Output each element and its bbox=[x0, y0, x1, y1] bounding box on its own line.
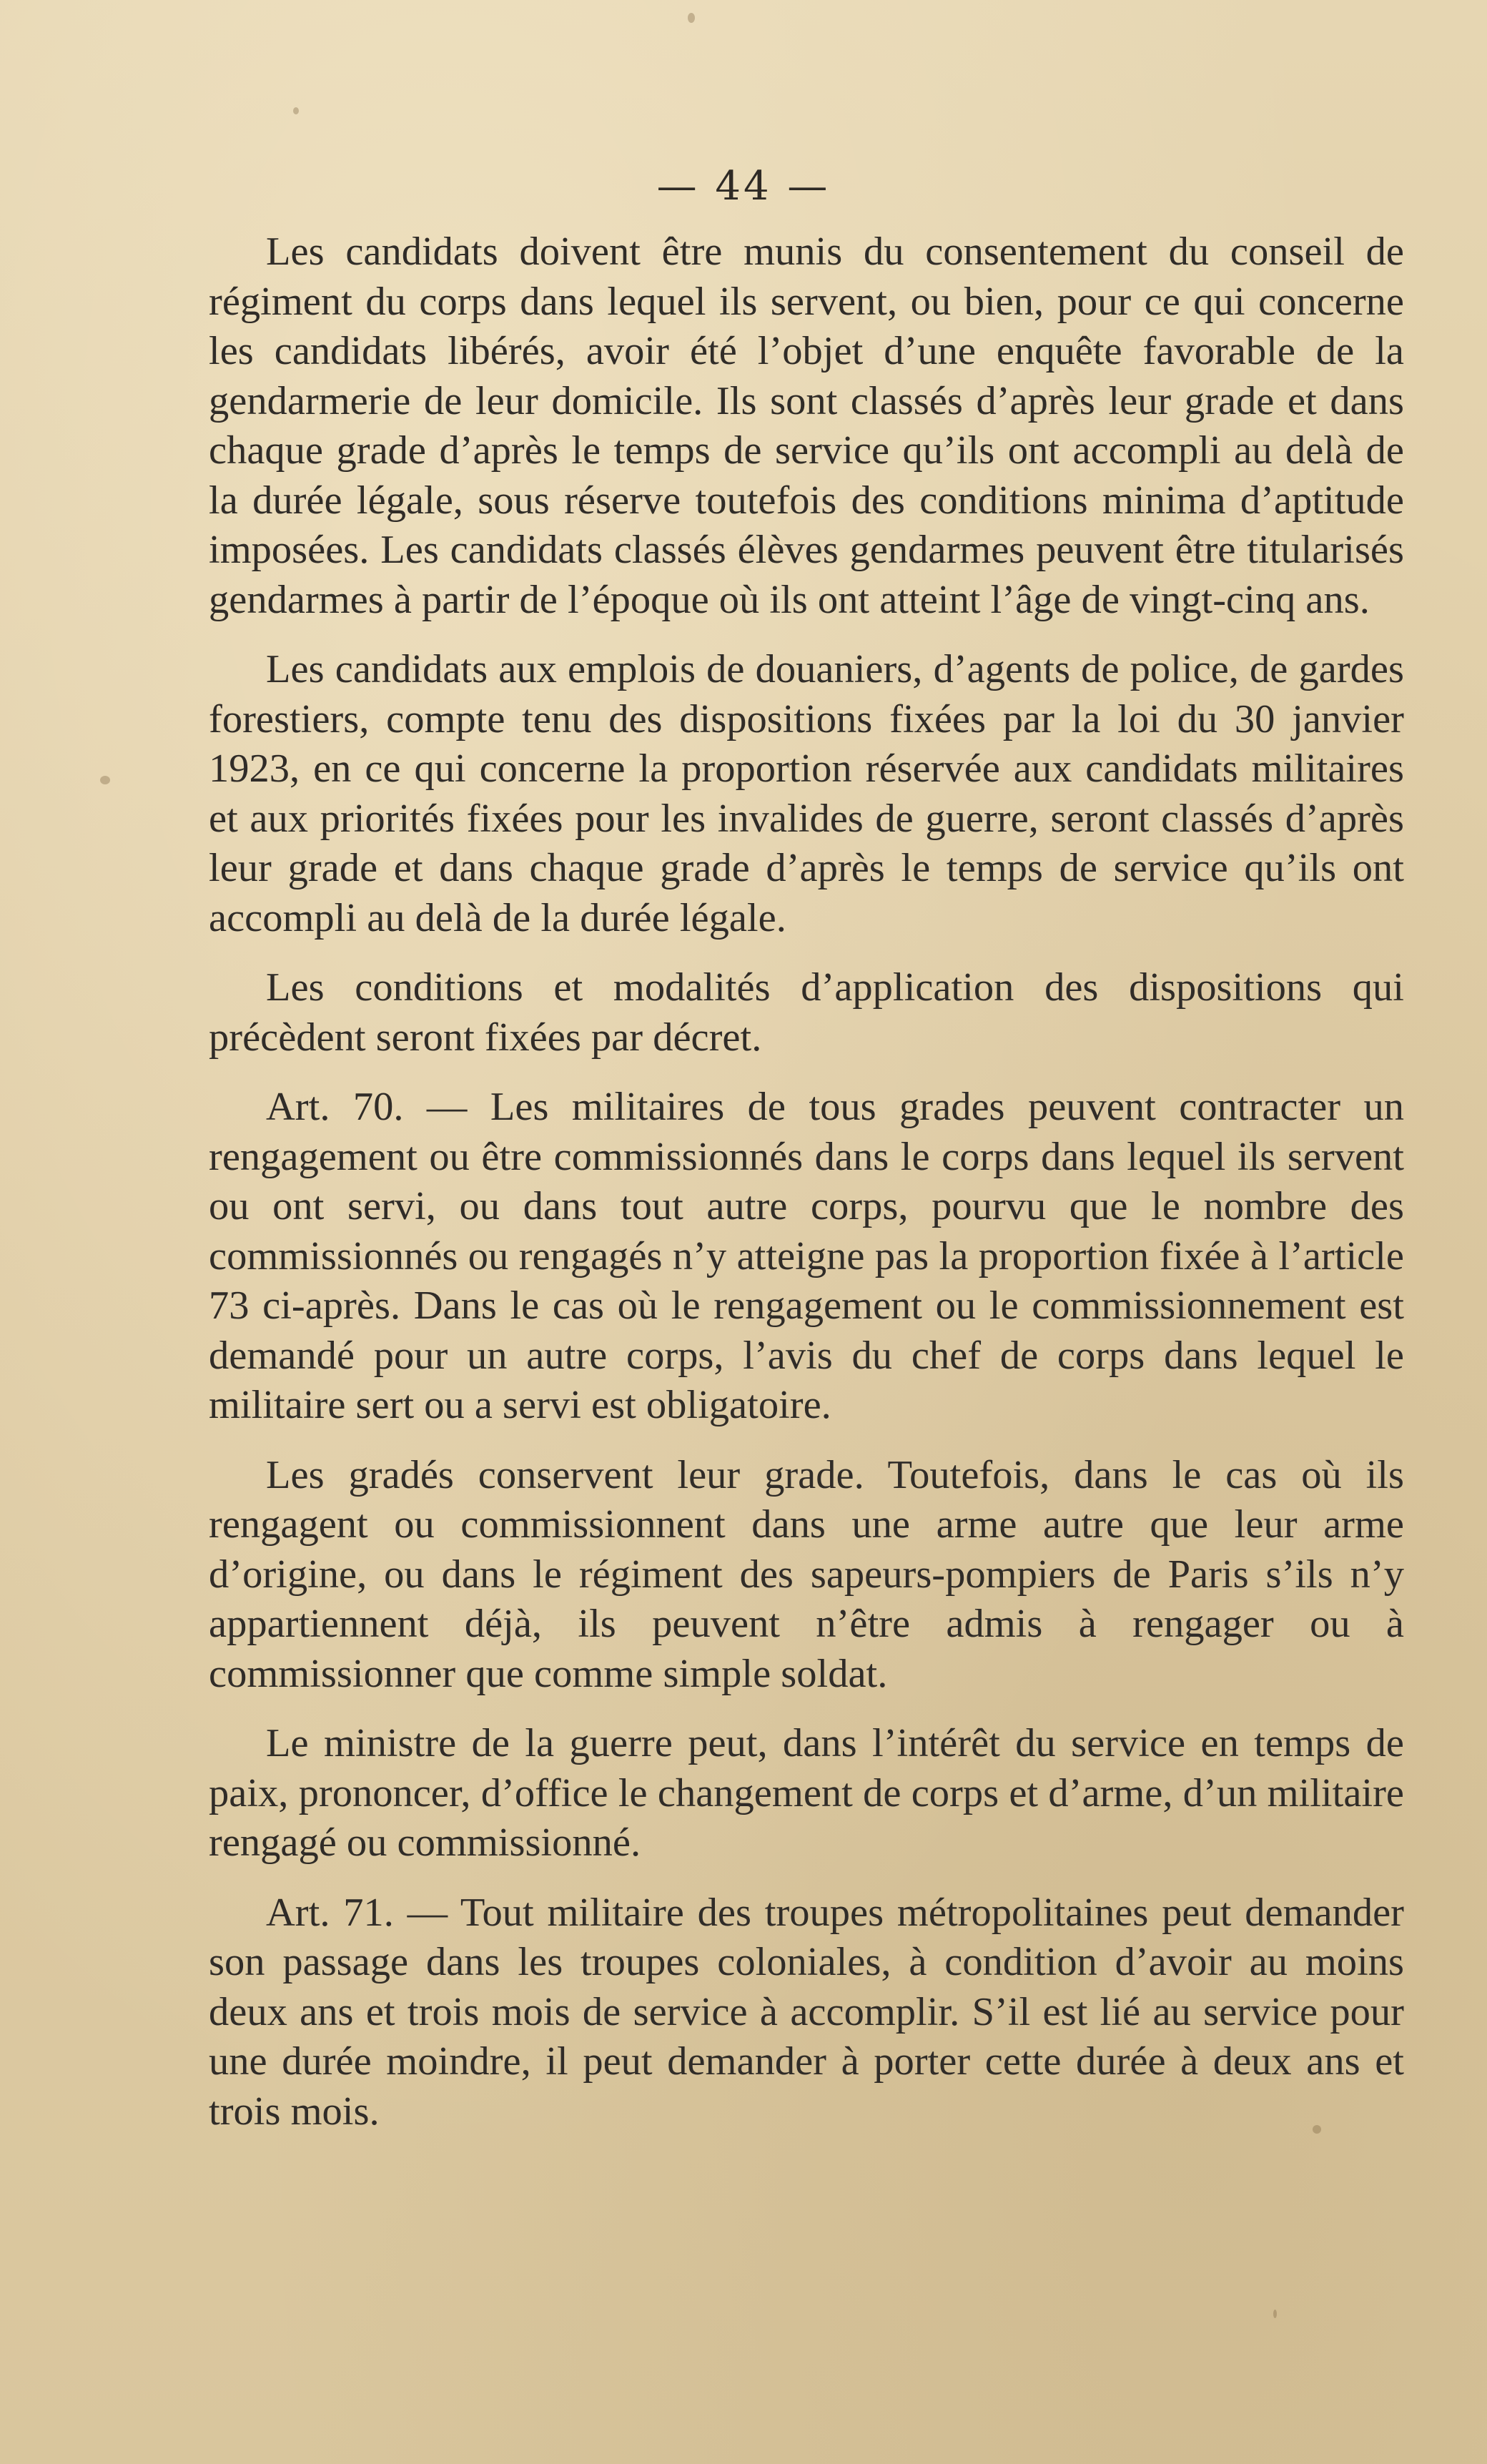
article-70-paragraph: Art. 70. — Les militaires de tous grades peuvent contracter un rengagement ou être commissionnés dans le corps dans lequel ils servent ou ont servi, ou dans tout autre corps, pourvu que le nombre des commissionnés ou rengagés n’y atteigne pas la proportion fixée à l’article 73 ci-après. Dans le cas où le rengagement ou le commissionnement est demandé pour un autre corps, l’avis du chef de corps dans lequel le militaire sert ou a servi est obligatoire. bbox=[209, 1085, 1404, 1427]
body-text bbox=[209, 227, 1404, 2137]
paper-speck bbox=[100, 776, 110, 784]
paragraph: Les candidats aux emplois de douaniers, d’agents de police, de gardes forestiers, compte tenu des dispositions fixées par la loi du 30 janvier 1923, en ce qui concerne la proportion réservée aux candidats militaires et aux priorités fixées pour les invalides de guerre, seront classés d’après leur grade et dans chaque grade d’après le temps de service qu’ils ont accompli au delà de la durée légale. bbox=[209, 647, 1404, 940]
paragraph: Le ministre de la guerre peut, dans l’intérêt du service en temps de paix, prononcer, d’office le changement de corps et d’arme, d’un militaire rengagé ou commissionné. bbox=[209, 1721, 1404, 1865]
paper-speck bbox=[688, 13, 695, 23]
paragraph: Les gradés conservent leur grade. Toutefois, dans le cas où ils rengagent ou commissionnent dans une arme autre que leur arme d’origine, ou dans le régiment des sapeurs-pompiers de Paris s’ils n’y appartiennent déjà, ils peuvent n’être admis à rengager ou à commissionner que comme simple soldat. bbox=[209, 1452, 1404, 1696]
paper-speck bbox=[293, 107, 299, 114]
page-number: — 44 — bbox=[656, 163, 831, 210]
paragraph: Les conditions et modalités d’application des dispositions qui précèdent seront fixées par décret. bbox=[209, 965, 1404, 1060]
paper-speck bbox=[1273, 2310, 1277, 2318]
paragraph: Les candidats doivent être munis du consentement du conseil de régiment du corps dans lequel ils servent, ou bien, pour ce qui concerne les candidats libérés, avoir été l’objet d’une enquête favorable de la gendarmerie de leur domicile. Ils sont classés d’après leur grade et dans chaque grade d’après le temps de service qu’ils ont accompli au delà de la durée légale, sous réserve toutefois des conditions minima d’aptitude imposées. Les candidats classés élèves gendarmes peuvent être titularisés gendarmes à partir de l’époque où ils ont atteint l’âge de vingt-cinq ans. bbox=[209, 230, 1404, 622]
article-71-paragraph: Art. 71. — Tout militaire des troupes métropolitaines peut demander son passage dans les troupes coloniales, à condition d’avoir au moins deux ans et trois mois de service à accomplir. S’il est lié au service pour une durée moindre, il peut demander à porter cette durée à deux ans et trois mois. bbox=[209, 1890, 1404, 2134]
